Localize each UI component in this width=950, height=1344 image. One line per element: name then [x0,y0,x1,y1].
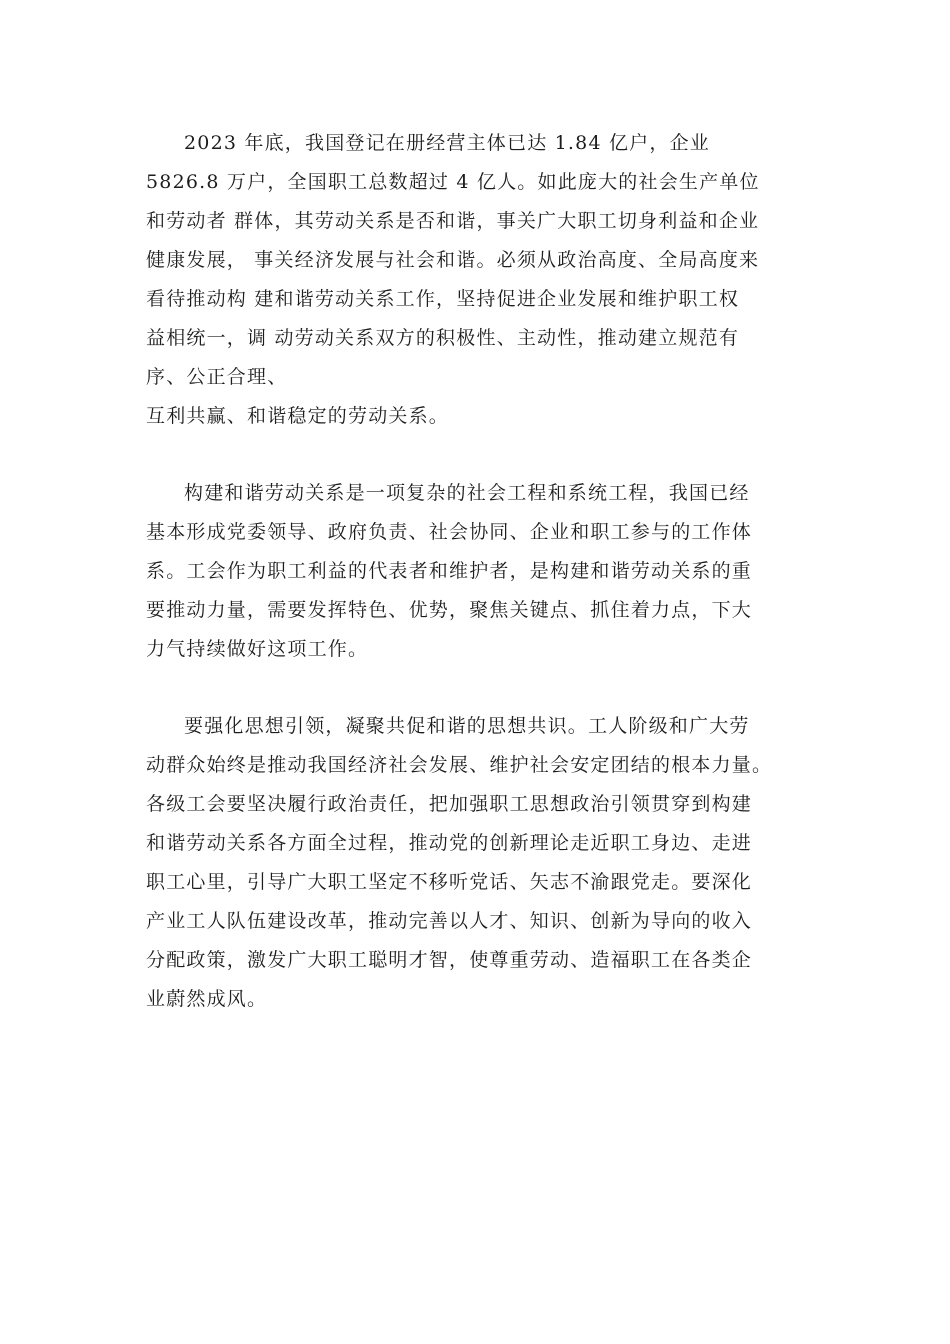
text-line: 构建和谐劳动关系是一项复杂的社会工程和系统工程，我国已经 [184,482,750,504]
text-line: 业蔚然成风。 [146,988,268,1010]
paragraph-3 [146,707,826,1019]
text-line: 健康发展， 事关经济发展与社会和谐。必须从政治高度、全局高度来 [146,249,760,271]
text-line: 产业工人队伍建设改革，推动完善以人才、知识、创新为导向的收入 [146,910,753,932]
text-line: 和劳动者 群体，其劳动关系是否和谐，事关广大职工切身利益和企业 [146,210,760,232]
text-line: 5826.8 万户，全国职工总数超过 4 亿人。如此庞大的社会生产单位 [146,171,760,193]
text-line: 力气持续做好这项工作。 [146,638,369,660]
text-line: 和谐劳动关系各方面全过程，推动党的创新理论走近职工身边、走进 [146,832,753,854]
paragraph-2 [146,474,826,669]
text-line: 系。工会作为职工利益的代表者和维护者，是构建和谐劳动关系的重 [146,560,753,582]
text-line: 动群众始终是推动我国经济社会发展、维护社会安定团结的根本力量。 [146,754,773,776]
text-line: 要强化思想引领，凝聚共促和谐的思想共识。工人阶级和广大劳 [184,715,750,737]
text-line: 职工心里，引导广大职工坚定不移听党话、矢志不渝跟党走。要深化 [146,871,753,893]
paragraph-1 [146,124,826,436]
text-line: 分配政策，激发广大职工聪明才智，使尊重劳动、造福职工在各类企 [146,949,753,971]
text-line: 序、公正合理、 [146,366,288,388]
text-line: 互利共赢、和谐稳定的劳动关系。 [146,405,450,427]
text-line: 各级工会要坚决履行政治责任，把加强职工思想政治引领贯穿到构建 [146,793,753,815]
text-line: 看待推动构 建和谐劳动关系工作，坚持促进企业发展和维护职工权 [146,288,740,310]
text-line: 基本形成党委领导、政府负责、社会协同、企业和职工参与的工作体 [146,521,753,543]
document-body [146,124,826,1057]
text-line: 益相统一，调 动劳动关系双方的积极性、主动性，推动建立规范有 [146,327,740,349]
text-line: 要推动力量，需要发挥特色、优势，聚焦关键点、抓住着力点，下大 [146,599,753,621]
text-line: 2023 年底，我国登记在册经营主体已达 1.84 亿户，企业 [184,132,710,154]
